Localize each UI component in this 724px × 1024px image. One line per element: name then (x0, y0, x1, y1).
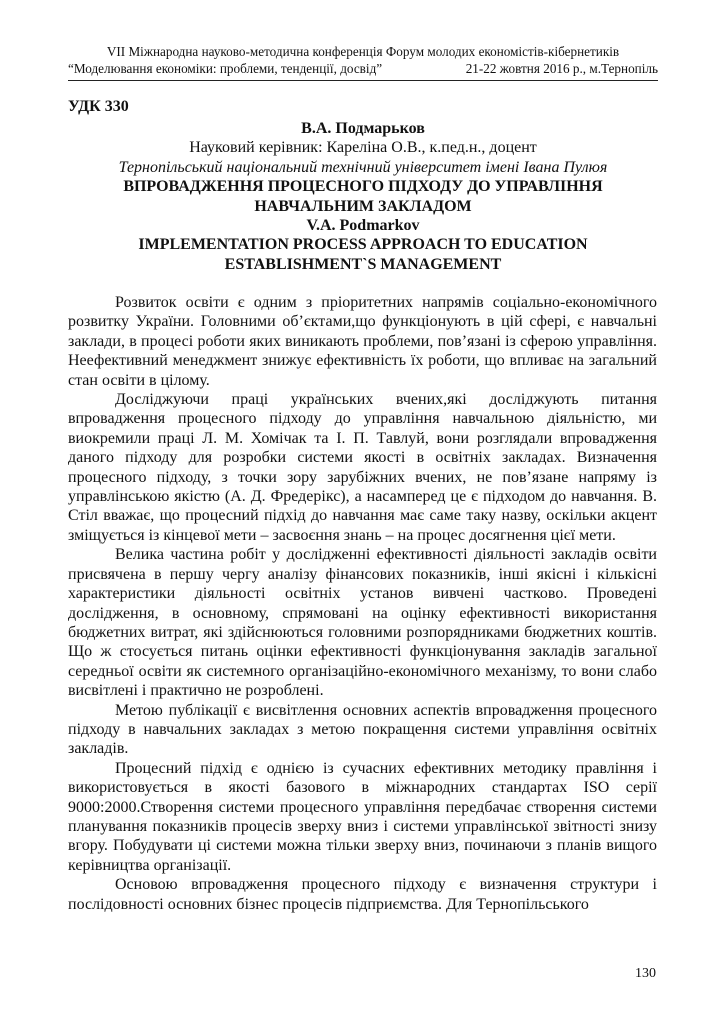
university: Тернопільський національний технічний університет імені Івана Пулюя (118, 158, 608, 176)
conference-title: “Моделювання економіки: проблеми, тенденції, досвід” (68, 61, 383, 76)
paragraph-3: Велика частина робіт у дослідженні ефективності діяльності закладів освіти присвячена в першу чергу аналізу фінансових показників, інші якісні і кількісні характеристики діяльності освітніх установ вивчені частково. Проведені дослідження, в основному, спрямовані на оцінку ефективності використання бюджетних витрат, які здійснюються головними розпорядниками бюджетних коштів. Що ж стосується питань оцінки ефективності функціонування закладів загальної середньої освіти як системного організаційно-економічного механізму, то вони слабо висвітлені і практично не розроблені. (68, 546, 657, 700)
title-block (68, 119, 658, 274)
title-ua-line1: ВПРОВАДЖЕННЯ ПРОЦЕСНОГО ПІДХОДУ ДО УПРАВЛІННЯ (123, 178, 603, 196)
paragraph-4: Метою публікації є висвітлення основних аспектів впровадження процесного підходу в навчальних закладах з метою покращення системи управління освітніх закладів. (68, 701, 657, 758)
paragraph-5: Процесний підхід є однією із сучасних ефективних методику правління і використовується в якості базового в міжнародних стандартах ISO серії 9000:2000.Створення системи процесного управління передбачає створення системи планування показників процесів зверху вниз і системи управлінської звітності знизу вгору. Побудувати ці системи можна тільки зверху вниз, починаючи з планів вищого керівництва організації. (68, 759, 657, 874)
conference-date-place: 21-22 жовтня 2016 р., м.Тернопіль (465, 61, 658, 76)
author-en: V.A. Podmarkov (306, 217, 420, 235)
paragraph-1: Розвиток освіти є одним з пріоритетних напрямів соціально-економічного розвитку України. Головними об’єктами,що функціонують в цій сфері, є навчальні заклади, в процесі роботи яких виникають проблеми, пов’язані із сферою управління. Неефективний менеджмент знижує ефективність їх роботи, що впливає на загальний стан освіти в цілому. (68, 294, 657, 389)
title-en-line2: ESTABLISHMENT`S MANAGEMENT (224, 255, 502, 273)
header-divider (68, 80, 658, 81)
paragraph-6: Основою впровадження процесного підходу є визначення структури і послідовності основних бізнес процесів підприємства. Для Тернопільського (68, 876, 657, 913)
title-en-line1: IMPLEMENTATION PROCESS APPROACH TO EDUCATION (138, 236, 588, 254)
title-ua-line2: НАВЧАЛЬНИМ ЗАКЛАДОМ (254, 197, 472, 215)
udk-code: УДК 330 (68, 98, 129, 115)
supervisor: Науковий керівник: Кареліна О.В., к.пед.н., доцент (189, 139, 537, 157)
page-number: 130 (635, 966, 656, 981)
conference-header-line2 (68, 60, 658, 77)
paragraph-2: Досліджуючи праці українських вчених,які досліджують питання впровадження процесного підходу до управління навчальною діяльністю, ми виокремили праці Л. М. Хомічак та І. П. Тавлуй, вони розглядали впровадження даного підходу для розробки системи якості в освітніх закладах. Визначення процесного підходу, з точки зору зарубіжних вчених, не пов’язане напряму із управлінською якістю (А. Д. Фредерікс), а насамперед це є підходом до навчання. В. Стіл вважає, що процесний підхід до навчання має саме таку назву, оскільки акцент зміщується із кінцевої мети – засвоєння знань – на процес досягнення цієї мети. (68, 391, 657, 544)
author-ua: В.А. Подмарьков (301, 120, 425, 137)
conference-header-line1: VII Міжнародна науково-методична конференція Форум молодих економістів-кібернетиків (106, 44, 620, 59)
article-body (68, 293, 657, 914)
